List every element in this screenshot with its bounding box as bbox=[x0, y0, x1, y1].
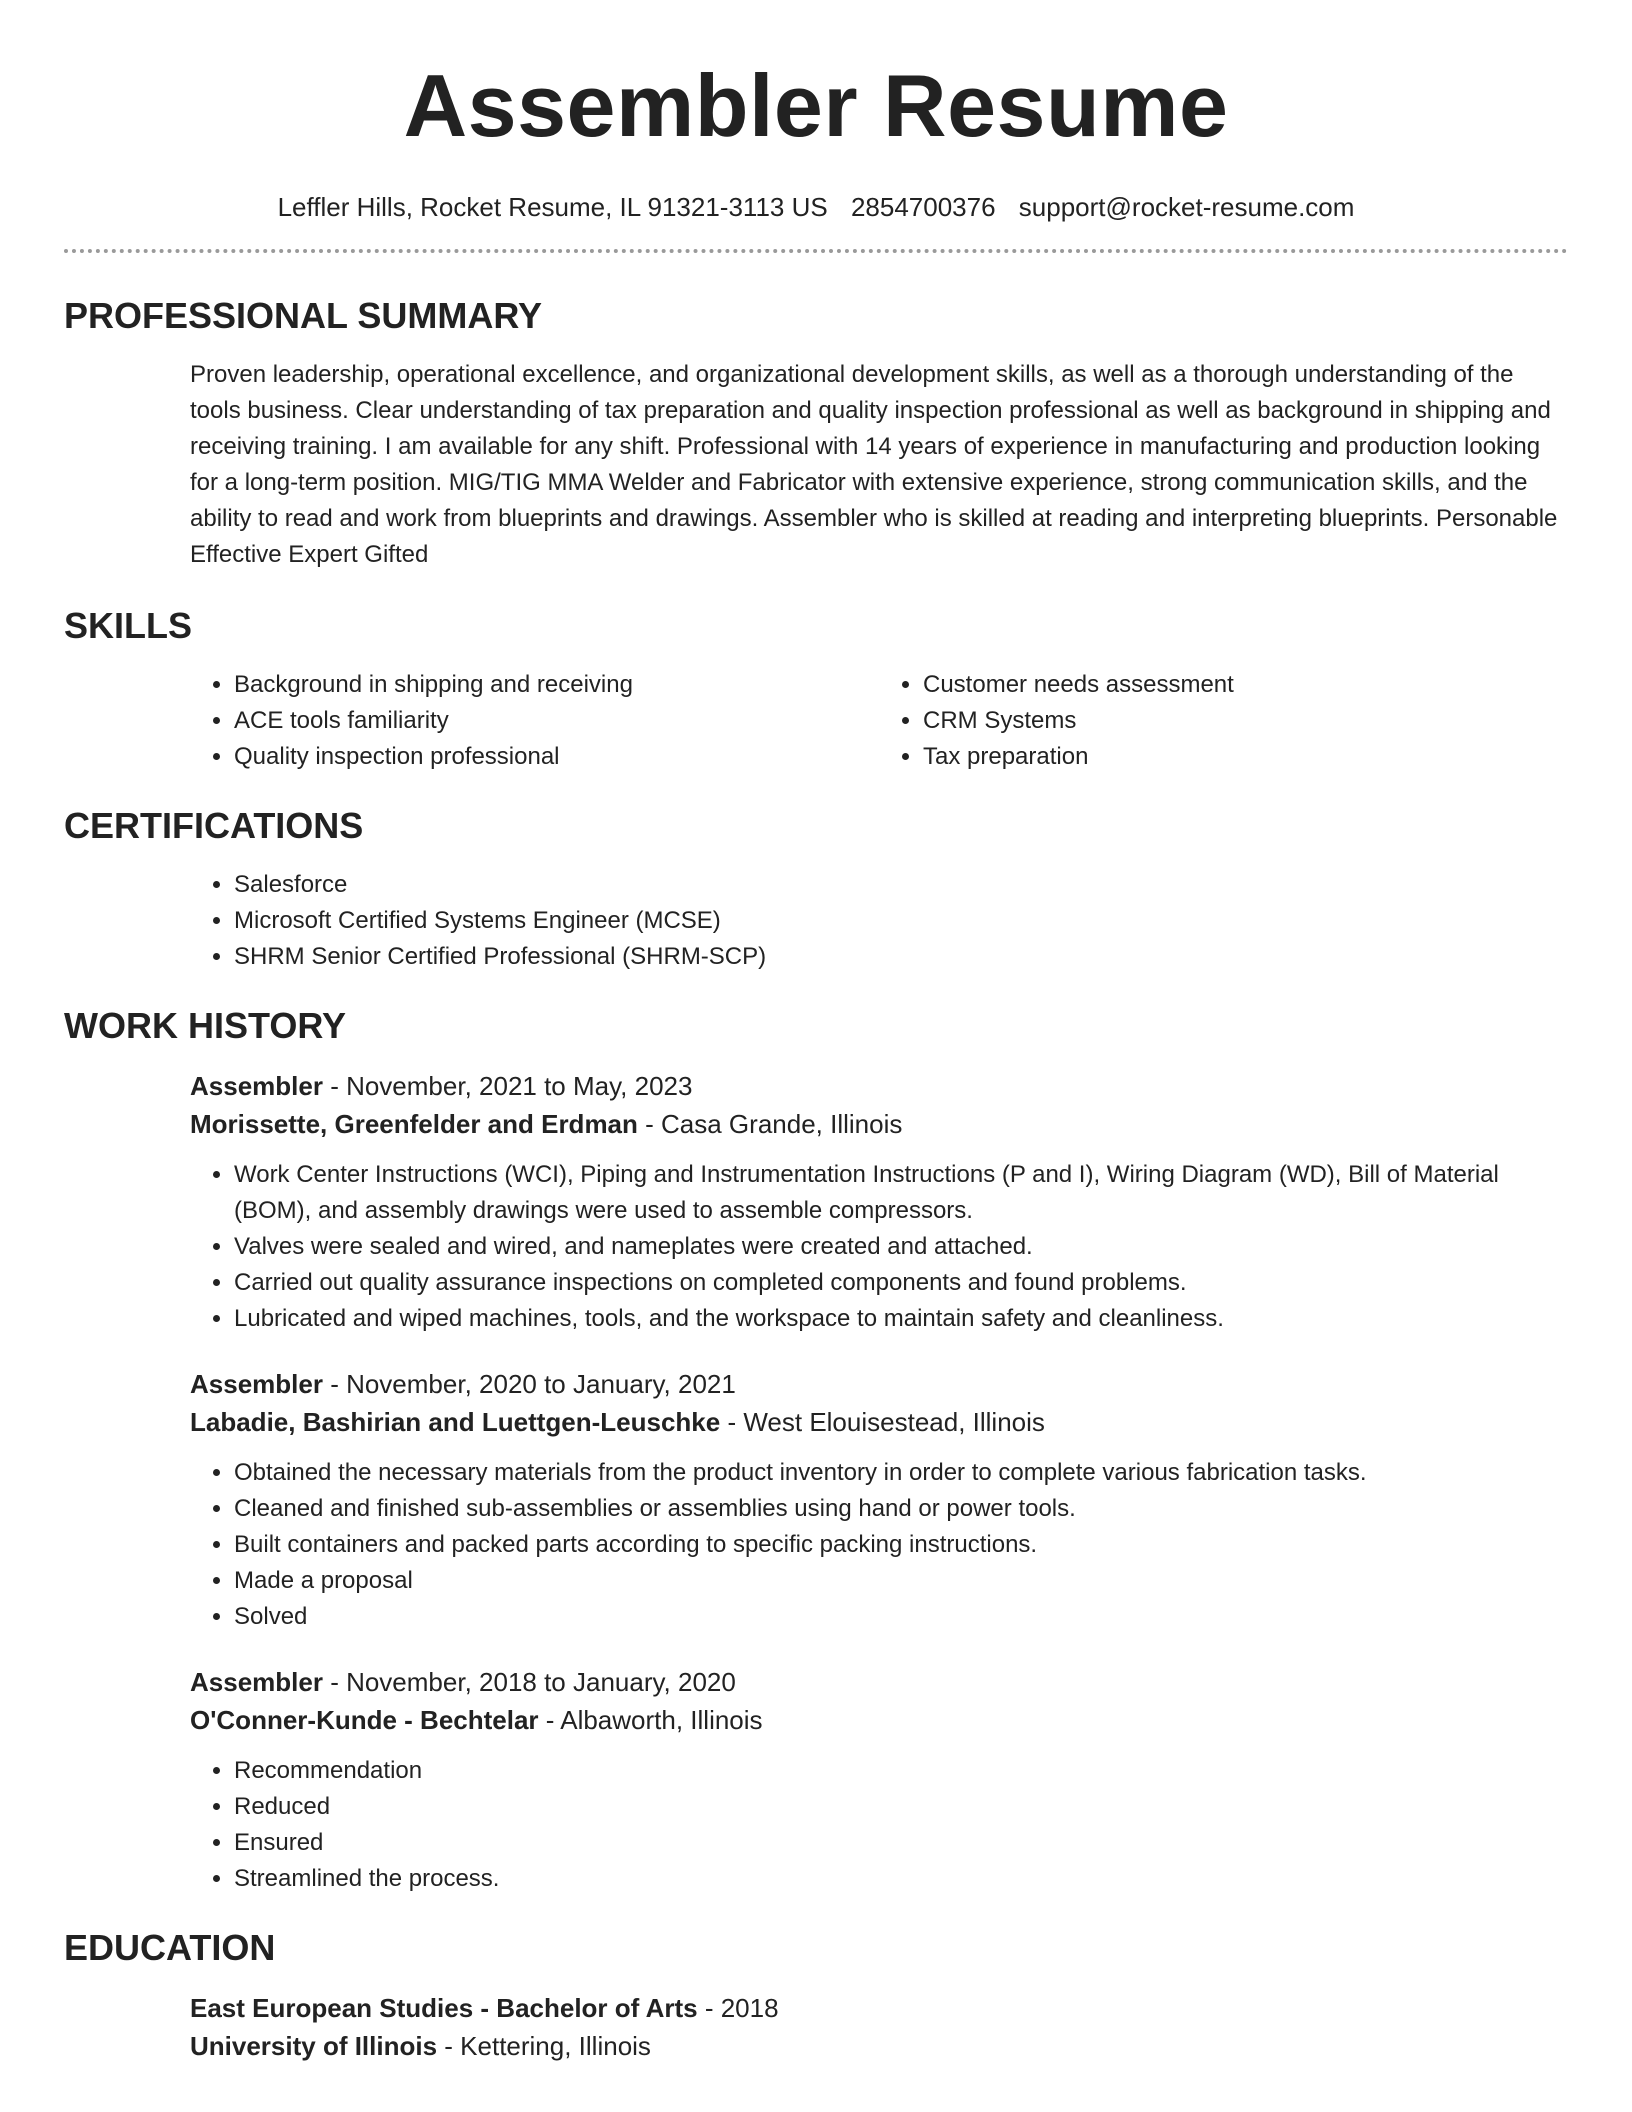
skills-heading: SKILLS bbox=[64, 605, 193, 646]
job-company-line bbox=[190, 1403, 1568, 1441]
job-title-line bbox=[190, 1067, 1568, 1105]
job-bullets bbox=[190, 1753, 1568, 1897]
job-company-line bbox=[190, 1105, 1568, 1143]
skill-item: • Quality inspection professional bbox=[234, 739, 879, 775]
job-location: - West Elouisestead, Illinois bbox=[720, 1407, 1045, 1437]
job-bullet: • Lubricated and wiped machines, tools, and the workspace to maintain safety and cleanliness. bbox=[234, 1301, 1568, 1337]
job-bullet: • Work Center Instructions (WCI), Piping and Instrumentation Instructions (P and I), Wiring Diagram (WD), Bill of Material (BOM), and assembly drawings were used to assemble compressors. bbox=[234, 1157, 1568, 1229]
job-bullet: • Made a proposal bbox=[234, 1563, 1568, 1599]
skill-item: • Background in shipping and receiving bbox=[234, 667, 879, 703]
certification-item: • SHRM Senior Certified Professional (SHRM-SCP) bbox=[234, 939, 1568, 975]
skill-item: • CRM Systems bbox=[923, 703, 1568, 739]
job-bullets bbox=[190, 1157, 1568, 1337]
education-school-line bbox=[190, 2027, 1568, 2065]
job-bullet: • Streamlined the process. bbox=[234, 1861, 1568, 1897]
job-bullets bbox=[190, 1455, 1568, 1635]
skill-item: • Customer needs assessment bbox=[923, 667, 1568, 703]
education-heading: EDUCATION bbox=[64, 1927, 276, 1968]
job-entry bbox=[190, 1365, 1568, 1635]
summary-text: Proven leadership, operational excellence, and organizational development skills, as well as a thorough understanding of the tools business. Clear understanding of tax preparation and quality inspection professional as well as background in shipping and receiving training. I am available for any shift. Professional with 14 years of experience in manufacturing and production looking for a long-term position. MIG/TIG MMA Welder and Fabricator with extensive experience, strong communication skills, and the ability to read and work from blueprints and drawings. Assembler who is skilled at reading and interpreting blueprints. Personable Effective Expert Gifted bbox=[190, 361, 1558, 568]
job-title: Assembler bbox=[190, 1667, 323, 1697]
education-entry bbox=[190, 1989, 1568, 2065]
work-history-heading: WORK HISTORY bbox=[64, 1005, 347, 1046]
contact-address: Leffler Hills, Rocket Resume, IL 91321-3113 US bbox=[277, 192, 828, 222]
job-bullet: • Obtained the necessary materials from the product inventory in order to complete various fabrication tasks. bbox=[234, 1455, 1568, 1491]
page-title: Assembler Resume bbox=[403, 56, 1229, 155]
certification-item: • Microsoft Certified Systems Engineer (MCSE) bbox=[234, 903, 1568, 939]
skills-list bbox=[190, 667, 1568, 775]
skill-item: • ACE tools familiarity bbox=[234, 703, 879, 739]
job-bullet: • Cleaned and finished sub-assemblies or assemblies using hand or power tools. bbox=[234, 1491, 1568, 1527]
job-company: Morissette, Greenfelder and Erdman bbox=[190, 1109, 638, 1139]
education-year: - 2018 bbox=[697, 1993, 779, 2023]
certification-item: • Salesforce bbox=[234, 867, 1568, 903]
contact-line bbox=[64, 192, 1568, 223]
education-degree: East European Studies - Bachelor of Arts bbox=[190, 1993, 698, 2023]
job-title: Assembler bbox=[190, 1071, 323, 1101]
job-bullet: • Solved bbox=[234, 1599, 1568, 1635]
job-entry bbox=[190, 1663, 1568, 1897]
job-dates: - November, 2021 to May, 2023 bbox=[322, 1071, 693, 1101]
education-degree-line bbox=[190, 1989, 1568, 2027]
job-bullet: • Built containers and packed parts according to specific packing instructions. bbox=[234, 1527, 1568, 1563]
certifications-heading: CERTIFICATIONS bbox=[64, 805, 364, 846]
job-entry bbox=[190, 1067, 1568, 1337]
job-location: - Casa Grande, Illinois bbox=[637, 1109, 903, 1139]
job-company-line bbox=[190, 1701, 1568, 1739]
job-bullet: • Recommendation bbox=[234, 1753, 1568, 1789]
job-title-line bbox=[190, 1663, 1568, 1701]
header-divider bbox=[64, 249, 1568, 253]
contact-email: support@rocket-resume.com bbox=[1018, 192, 1355, 222]
summary-heading: PROFESSIONAL SUMMARY bbox=[64, 295, 543, 336]
job-dates: - November, 2018 to January, 2020 bbox=[322, 1667, 736, 1697]
job-bullet: • Reduced bbox=[234, 1789, 1568, 1825]
skills-column-right bbox=[879, 667, 1568, 775]
job-title: Assembler bbox=[190, 1369, 323, 1399]
job-dates: - November, 2020 to January, 2021 bbox=[322, 1369, 736, 1399]
job-bullet: • Carried out quality assurance inspections on completed components and found problems. bbox=[234, 1265, 1568, 1301]
job-bullet: • Valves were sealed and wired, and nameplates were created and attached. bbox=[234, 1229, 1568, 1265]
job-company: Labadie, Bashirian and Luettgen-Leuschke bbox=[190, 1407, 721, 1437]
skill-item: • Tax preparation bbox=[923, 739, 1568, 775]
job-location: - Albaworth, Illinois bbox=[538, 1705, 763, 1735]
skills-column-left bbox=[190, 667, 879, 775]
certifications-list bbox=[190, 867, 1568, 975]
contact-phone: 2854700376 bbox=[850, 192, 996, 222]
job-bullet: • Ensured bbox=[234, 1825, 1568, 1861]
job-company: O'Conner-Kunde - Bechtelar bbox=[190, 1705, 539, 1735]
education-location: - Kettering, Illinois bbox=[437, 2031, 651, 2061]
job-title-line bbox=[190, 1365, 1568, 1403]
education-school: University of Illinois bbox=[190, 2031, 438, 2061]
